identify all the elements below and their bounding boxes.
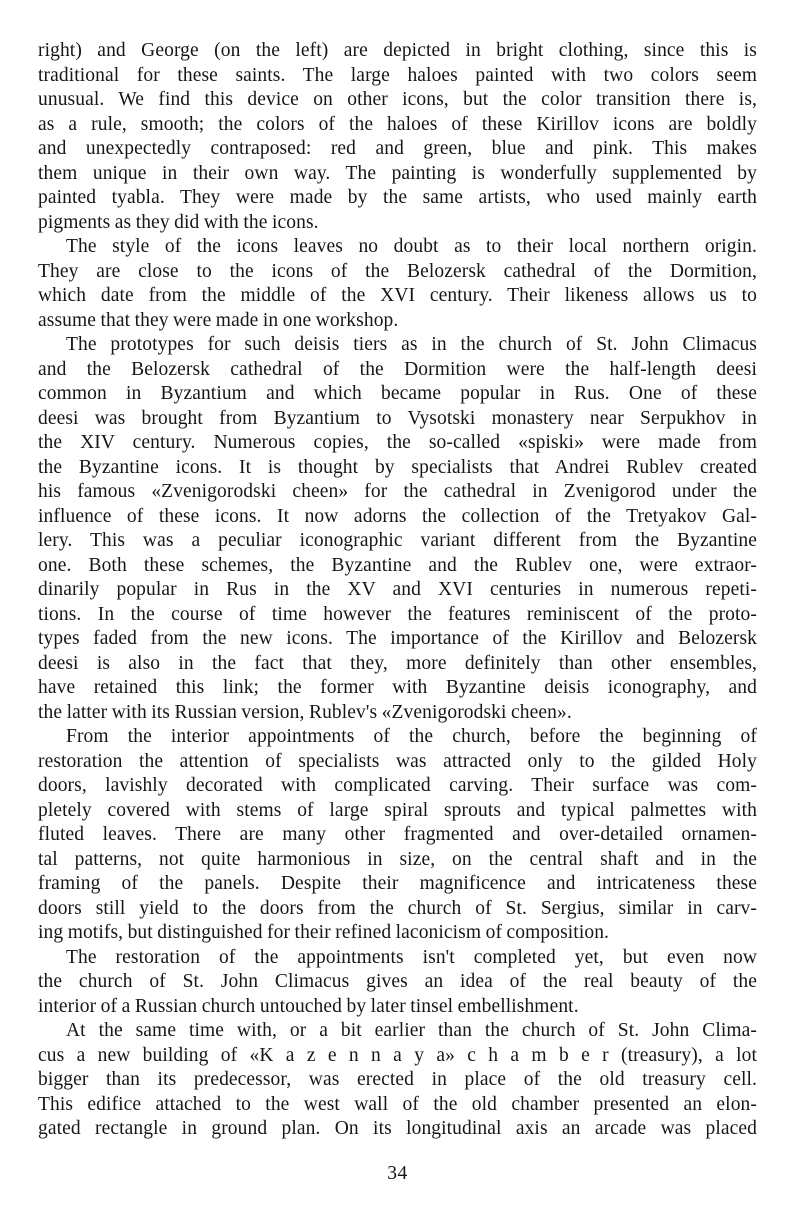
text-line: At the same time with, or a bit earlier than the church of St. John Clima- (66, 1020, 757, 1041)
text-line: his famous «Zvenigorodski cheen» for the cathedral in Zvenigorod under the (38, 481, 757, 502)
text-line: restoration the attention of specialists was attracted only to the gilded Holy (38, 750, 757, 772)
text-line: The prototypes for such deisis tiers as in the church of St. John Climacus (66, 334, 757, 355)
text-line: types faded from the new icons. The importance of the Kirillov and Belozersk (38, 628, 757, 649)
text-line: tal patterns, not quite harmonious in size, on the central shaft and in the (38, 848, 757, 870)
paragraph (38, 235, 757, 333)
text-line: unusual. We find this device on other icons, but the color transition there is, (38, 89, 757, 110)
text-line: one. Both these schemes, the Byzantine and the Rublev one, were extraor- (38, 554, 757, 576)
page-number: 34 (387, 1162, 408, 1184)
paragraph (38, 333, 757, 725)
text-line: dinarily popular in Rus in the XV and XVI centuries in numerous repeti- (38, 579, 757, 600)
paragraph (38, 1019, 757, 1142)
text-line: doors, lavishly decorated with complicated carving. Their surface was com- (38, 775, 757, 796)
text-line: the church of St. John Climacus gives an idea of the real beauty of the (38, 971, 757, 992)
text-line: deesi was brought from Byzantium to Vysotski monastery near Serpukhov in (38, 407, 757, 429)
text-line: have retained this link; the former with Byzantine deisis iconography, and (38, 677, 757, 698)
text-line: bigger than its predecessor, was erected in place of the old treasury cell. (38, 1069, 757, 1090)
text-line: pigments as they did with the icons. (38, 211, 319, 233)
text-line: doors still yield to the doors from the church of St. Sergius, similar in carv- (38, 897, 757, 919)
text-line: ing motifs, but distinguished for their refined laconicism of composition. (38, 922, 610, 943)
text-line: gated rectangle in ground plan. On its longitudinal axis an arcade was placed (38, 1118, 757, 1139)
text-line: The style of the icons leaves no doubt as to their local northern origin. (66, 236, 757, 257)
text-line: as a rule, smooth; the colors of the haloes of these Kirillov icons are boldly (38, 113, 757, 135)
text-line: deesi is also in the fact that they, more definitely than other ensembles, (38, 652, 757, 674)
text-line: the XIV century. Numerous copies, the so-called «spiski» were made from (38, 432, 757, 453)
text-line: fluted leaves. There are many other fragmented and over-detailed ornamen- (38, 824, 757, 845)
text-line: painted tyabla. They were made by the same artists, who used mainly earth (38, 187, 757, 208)
text-line: and the Belozersk cathedral of the Dormition were the half-length deesi (38, 358, 757, 380)
paragraph (38, 39, 757, 235)
text-line: interior of a Russian church untouched by later tinsel embellishment. (38, 995, 579, 1017)
text-line: influence of these icons. It now adorns the collection of the Tretyakov Gal- (38, 505, 757, 527)
text-line: which date from the middle of the XVI century. Their likeness allows us to (38, 285, 757, 306)
text-line: This edifice attached to the west wall of the old chamber presented an elon- (38, 1093, 757, 1115)
paragraph (38, 725, 757, 946)
text-line: framing of the panels. Despite their magnificence and intricateness these (38, 873, 757, 894)
text-line: pletely covered with stems of large spiral sprouts and typical palmettes with (38, 799, 757, 821)
text-body (38, 39, 757, 1142)
text-line: the Byzantine icons. It is thought by specialists that Andrei Rublev created (38, 456, 757, 478)
text-line: From the interior appointments of the church, before the beginning of (66, 726, 757, 747)
text-line: lery. This was a peculiar iconographic variant different from the Byzantine (38, 530, 757, 551)
text-line: cus a new building of «K a z e n n a y a» c h a m b e r (treasury), a lot (38, 1044, 757, 1066)
paragraph (38, 946, 757, 1020)
text-line: They are close to the icons of the Belozersk cathedral of the Dormition, (38, 260, 757, 282)
text-line: The restoration of the appointments isn't completed yet, but even now (66, 946, 757, 968)
text-line: tions. In the course of time however the features reminiscent of the proto- (38, 603, 757, 625)
text-line: them unique in their own way. The painting is wonderfully supplemented by (38, 162, 757, 184)
text-line: the latter with its Russian version, Rublev's «Zvenigorodski cheen». (38, 701, 572, 723)
text-line: common in Byzantium and which became popular in Rus. One of these (38, 383, 757, 404)
text-line: right) and George (on the left) are depicted in bright clothing, since this is (38, 40, 757, 61)
text-line: and unexpectedly contraposed: red and green, blue and pink. This makes (38, 138, 757, 159)
text-line: assume that they were made in one workshop. (38, 309, 399, 331)
text-line: traditional for these saints. The large haloes painted with two colors seem (38, 64, 757, 86)
